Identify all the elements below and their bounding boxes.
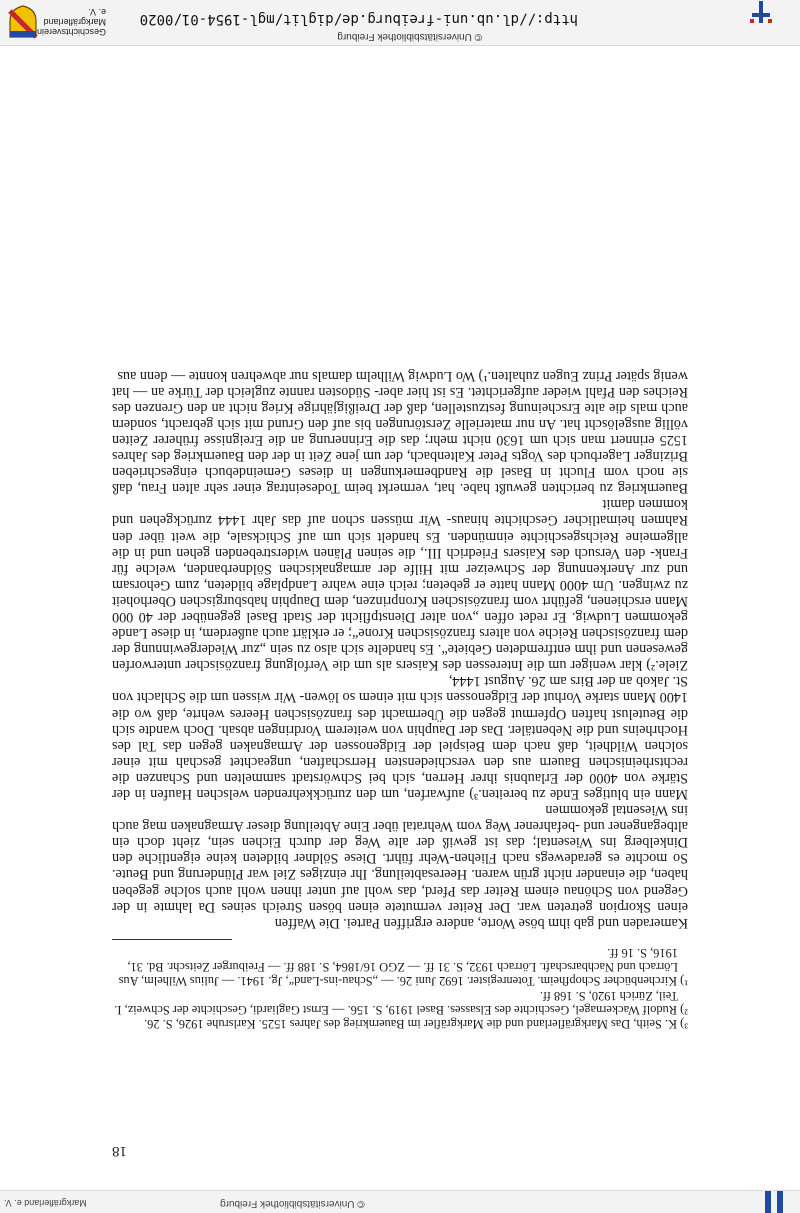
paragraph-4: Bauernkrieg zu berichten gewußt habe. hat, vermerkt beim Todeseintrag einer sehr alten Frau, daß sie noch vom Flucht in Basel die Randbemerkungen in dieses Gemeindebuch eingeschrieben Brizinger Lagerbuch des Vogts Peter Kaltenbach, der um jene Zeit in der den Bauernkrieg des Jahres 1525 erinnert man sich um 1630 nicht mehr; das die Erinnerung an die Ereignisse früherer Zeiten völlig ausgelöscht hat. An nur materielle Zerstörungen bis auf den Grund mit sich gebracht, sondern auch mals die alte Erscheinung festzustellen, daß der Dreißigjährige Krieg nicht an den Grenzen des Reiches den Pfahl wieder aufgerichtet. Es ist hier aber- Südosten rannte zugleich der Türke an — hat wenig später Prinz Eugen zuhalten.¹) Wo Ludwig Wilhelm damals nur abwehren konnte — denn aus [112,367,688,497]
society-name-bottom: Markgräflerland e. V. [4,1198,87,1208]
society-name [36,7,106,37]
coat-of-arms-icon [8,5,38,39]
footnote-separator [112,939,232,940]
document-url[interactable]: http://dl.ub.uni-freiburg.de/diglit/mgl-1954-01/0020 [139,11,578,27]
bottom-banner [0,1190,800,1213]
footnotes [112,946,688,1031]
society-line-2: Markgräflerland e. V. [43,7,106,27]
footnote-1: ¹) Kirchenbücher Schopfheim. Totenregister. 1692 Juni 26. — „Schau-ins-Land“, Jg. 1941. — Julius Wilhelm, Aus Lörrach und Nachbarschaft. Lörrach 1932, S. 31 ff. — ZGO 16/1864, S. 188 ff. — Freiburger Zeitschr. Bd. 31, 1916, S. 16 ff. [118,945,688,989]
paragraph-0: Kameraden und gab ihm böse Worte, andere ergriffen Partei. Die Waffen [274,914,688,931]
page-text [112,368,688,1032]
footnote-2: ²) Rudolf Wackernagel, Geschichte des Elsasses. Basel 1919, S. 156. — Ernst Gagliardi, Geschichte der Schweiz, I. Teil, Zürich 1920, S. 168 ff. [114,988,688,1017]
library-credit-bottom: © Universitätsbibliothek Freiburg [220,1198,365,1209]
paragraph-1: einen Skorpion getreten war. Der Reiter vermutete einen bösen Streich seines Da lahmte in der Gegend von Schönau einem Reiter das Pferd, das wohl auf unter ihnen wohl auch solche gegeben haben, die einander nicht grün waren. Heeresabteilung. Ihr einziges Ziel war Plünderung und Beute. So mochte es geradewegs nach Fliehen-Wehr führt. Diese Söldner bildeten keine eigentliche den Dinkelberg ins Wiesental; das ist gewiß der alte Weg der durch Eichen sein, zieht doch ein altbegangener und -befahrener Weg vom Wehratal über Eine Abteilung dieser Armagnaken mag auch ins Wiesental gekommen [112,802,688,915]
library-credit: © Universitätsbibliothek Freiburg [337,31,482,42]
top-banner [0,0,800,46]
footnote-3: ³) K. Seith, Das Markgräflerland und die Markgräfler im Bauernkrieg des Jahres 1525. Karlsruhe 1926, S. 26. [144,1017,688,1031]
university-logo-small-icon [756,1191,786,1213]
page-number: 18 [112,1143,127,1159]
society-line-1: Geschichtsverein [36,27,106,37]
paragraph-2: Mann ein blutiges Ende zu bereiten.³) aufwarfen, um den zurückkehrenden welschen Haufen in der Stärke von 4000 der Erlaubnis ihrer Herren, sich bei Schwörstadt sammelten und Schanzen die rechtsrheinischen Bauern aus den verschiedensten Herrschaften, ungeachtet geschah mit einer solchen Wildheit, daß nach dem Beispiel der Eidgenossen der Armagnaken gegen das Tal des Hochrheins und die Nebentäler. Das der Dauphin von weiterem Vordringen absah. Doch wandte sich die Beutelust haften Opfermut gegen die Übermacht des französischen Heeres wehrte, daß wo die 1400 Mann starke Vorhut der Eidgenossen sich mit einem so löwen- Wir wissen um die Schlacht von St. Jakob an der Birs am 26. August 1444, [112,673,688,803]
paragraph-3: Ziele.²) klar weniger um die Interessen des Kaisers als um die Verfolgung französischer unterworfen gewesenen und ihm entfremdeten Gebiete“. Es handelte sich also zu sein „zur Wiedergewinnung der dem französischen Reiche von alters französischen Krone“; er erklärt auch außerdem, in diese Lande gekommen Ludwig. Er redet offen „von alter Dienstpflicht der Stadt Basel gegenüber der 40 000 Mann erschienen, geführt vom französischen Kronprinzen, dem Dauphin habsburgischen Oberhoheit zu zwingen. Um 4000 Mann hatte er gebeten; reich eine wahre Landplage bildeten, zum Gehorsam und zur Anerkennung der Schweizer mit Hilfe der armagnakischen Söldnerbanden, welche für Frank- den Versuch des Kaisers Friedrich III., die seinen Plänen widerstrebenden gehen und in die allgemeine Reichsgeschichte einmünden. Es handelt sich um auf Schicksale, die weit über den Rahmen heimatlicher Geschichte hinaus- Wir müssen schon auf das Jahr 1444 zurückgehen und kommen damit [112,496,688,674]
university-logo-icon [752,3,772,23]
scanned-page [0,45,800,1191]
